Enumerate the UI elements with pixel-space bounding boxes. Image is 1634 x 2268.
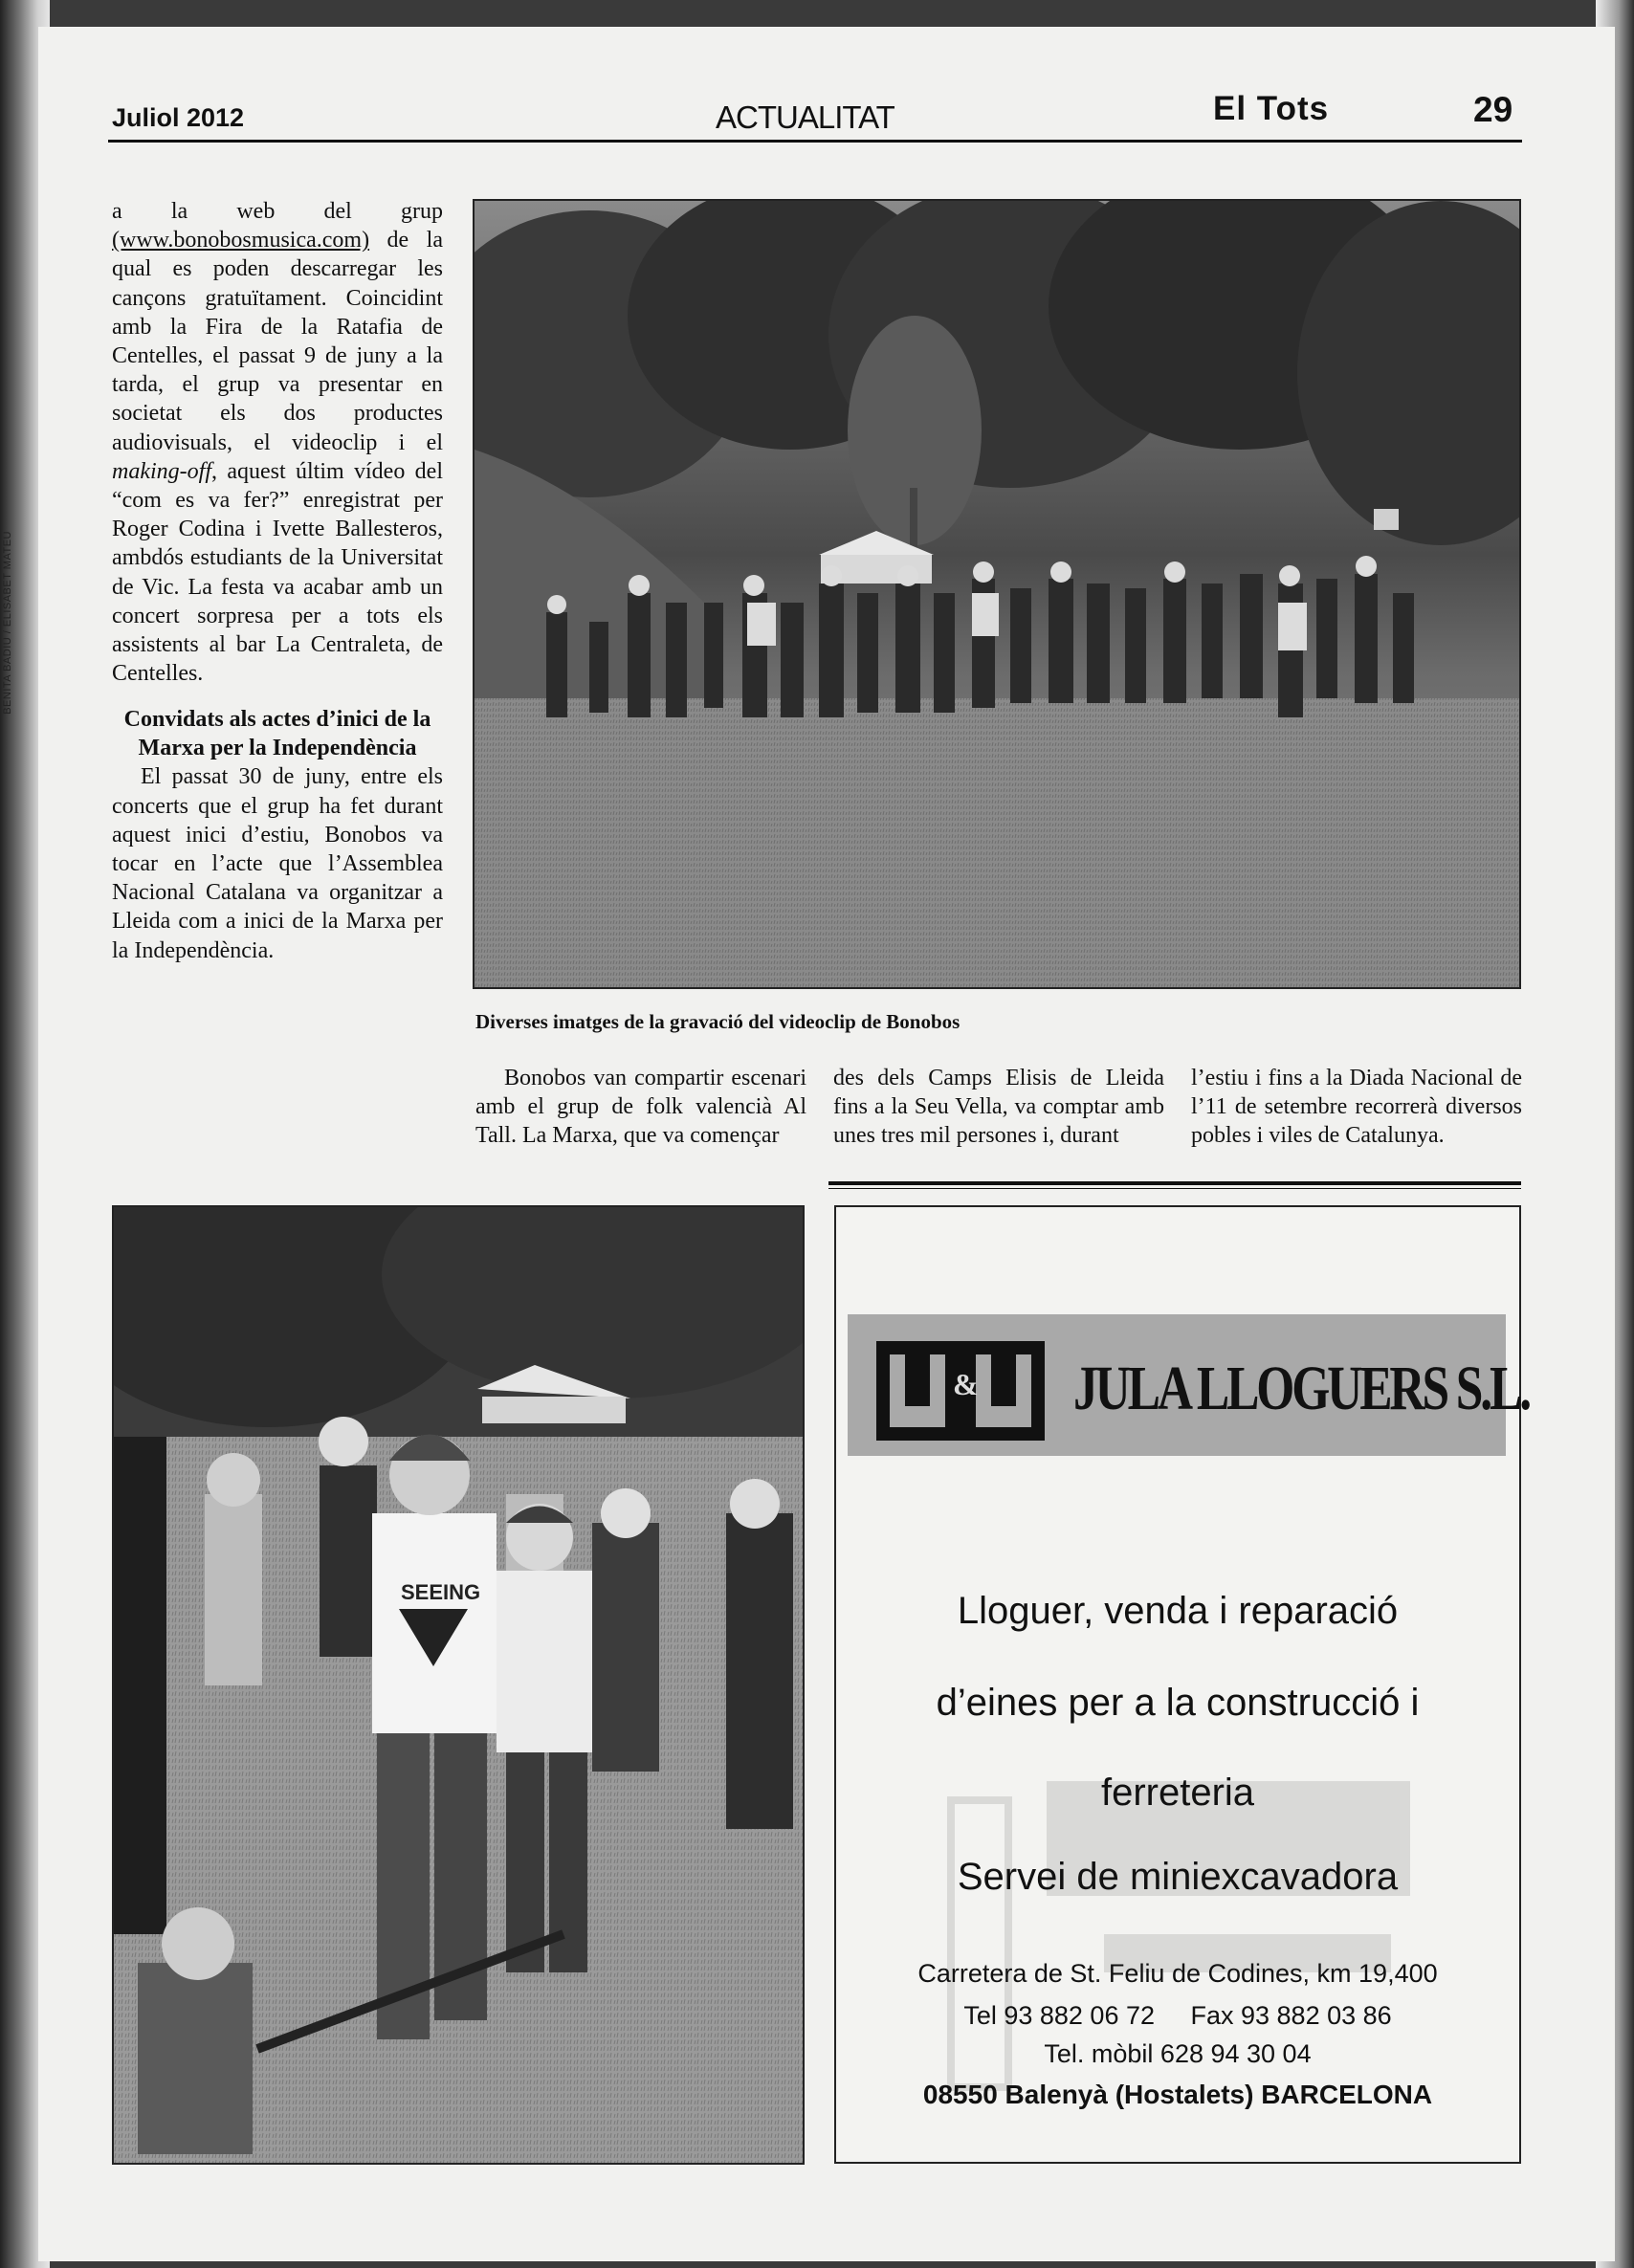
- ad-city: 08550 Balenyà (Hostalets) BARCELONA: [922, 2080, 1433, 2109]
- logo-ampersand: &: [953, 1367, 979, 1401]
- ad-address: Carretera de St. Feliu de Codines, km 19,400: [917, 1959, 1438, 1988]
- photo-running-people: [112, 1205, 805, 2165]
- italic-term: making-off: [112, 458, 211, 484]
- article-column-d: [1191, 1064, 1522, 1151]
- header-rule: [108, 140, 1522, 143]
- photo-credit: BENITA BADIU / ELISABET MATEU: [2, 531, 13, 715]
- advertisement-jula-lloguers: [834, 1205, 1529, 2164]
- issue-date: Juliol 2012: [112, 103, 245, 132]
- paragraph: El passat 30 de juny, entre els concerts que el grup ha fet durant aquest inici d’estiu, Bonobos va tocar en l’acte que l’Assemblea Nacional Catalana va organitzar a Lleida com a inici de la Marxa per la Independència.: [112, 764, 443, 963]
- paragraph: [112, 197, 443, 688]
- page-number: 29: [1473, 90, 1513, 129]
- paragraph-text: de la qual es poden descarregar les cançons gratuïtament. Coincidint amb la Fira de la Ratafia de Centelles, el passat 9 de juny a la tarda, el grup va presentar en societat els dos productes audiovisuals, el videoclip i el: [112, 228, 443, 455]
- section-title: ACTUALITAT: [716, 99, 894, 135]
- paragraph: des dels Camps Elisis de Lleida fins a la Seu Vella, va comptar amb unes tres mil persones i, durant: [833, 1066, 1164, 1149]
- article-column-b: [475, 1064, 806, 1151]
- ad-mobile: Tel. mòbil 628 94 30 04: [1044, 2039, 1312, 2068]
- ad-service-line-3: ferreteria: [1100, 1772, 1255, 1814]
- ad-service-line-2: d’eines per a la construcció i: [936, 1682, 1420, 1724]
- paragraph: Bonobos van compartir escenari amb el grup de folk valencià Al Tall. La Marxa, que va començar: [475, 1066, 806, 1149]
- running-photo-illustration: [114, 1207, 803, 2163]
- ad-phone-fax: Tel 93 882 06 72 Fax 93 882 03 86: [963, 2001, 1392, 2030]
- publication-name: El Tots: [1213, 90, 1330, 127]
- article-column-left: [112, 197, 443, 965]
- website-link[interactable]: (www.bonobosmusica.com): [112, 228, 370, 253]
- company-logo-icon: [876, 1341, 1045, 1441]
- tshirt-text: SEEING: [401, 1580, 481, 1604]
- section-rule-thin: [828, 1188, 1521, 1189]
- subheading: Convidats als actes d’inici de la Marxa per la Independència: [123, 707, 431, 761]
- paragraph-text: a la web del grup: [112, 199, 443, 224]
- crowd-photo-illustration: [475, 201, 1519, 987]
- paragraph-text: , aquest últim vídeo del “com es va fer?” enregistrat per Roger Codina i Ivette Ballesteros, ambdós estudiants de la Universitat de Vic. La festa va acabar amb un concert sorpresa per a tots els assistents al bar La Centraleta, de Centelles.: [112, 458, 443, 687]
- photo-caption: Diverses imatges de la gravació del videoclip de Bonobos: [475, 1010, 961, 1033]
- ad-service-line-4: Servei de miniexcavadora: [957, 1856, 1399, 1898]
- article-column-c: [833, 1064, 1164, 1151]
- company-name: JULA LLOGUERS S.L.: [1073, 1354, 1529, 1423]
- ad-service-line-1: Lloguer, venda i reparació: [957, 1590, 1399, 1632]
- section-rule: [828, 1181, 1521, 1185]
- photo-crowd-meadow: [473, 199, 1521, 989]
- ad-banner: [848, 1314, 1529, 1456]
- paragraph: l’estiu i fins a la Diada Nacional de l’11 de setembre recorrerà diversos pobles i viles de Catalunya.: [1191, 1066, 1522, 1149]
